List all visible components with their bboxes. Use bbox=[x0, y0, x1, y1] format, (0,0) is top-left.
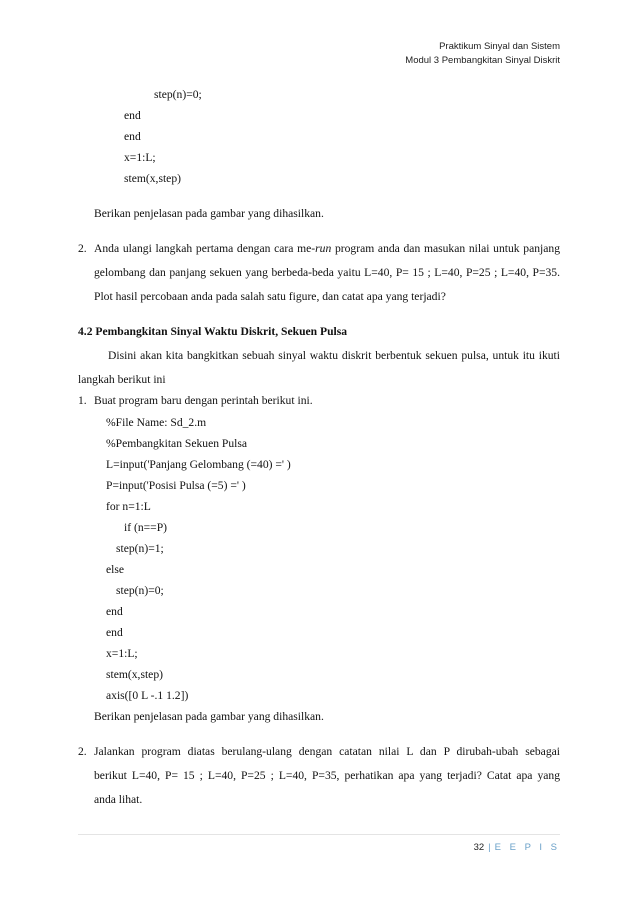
list-number: 2. bbox=[78, 745, 87, 758]
list-text: gelombang dan panjang sekuen yang berbeda-beda yaitu L=40, P= 15 ; L=40, P=25 ; L=40, P=35. bbox=[94, 266, 560, 279]
list-number: 2. bbox=[78, 242, 87, 255]
section-intro: langkah berikut ini bbox=[78, 373, 166, 386]
page-footer bbox=[474, 842, 560, 853]
code-line: %File Name: Sd_2.m bbox=[106, 416, 207, 429]
code-line: x=1:L; bbox=[124, 151, 156, 164]
list-text: Plot hasil percobaan anda pada salah satu figure, dan catat apa yang terjadi? bbox=[94, 290, 446, 303]
section-heading: 4.2 Pembangkitan Sinyal Waktu Diskrit, Sekuen Pulsa bbox=[78, 325, 348, 338]
code-line: if (n==P) bbox=[124, 521, 168, 534]
code-line: stem(x,step) bbox=[106, 668, 163, 681]
section-intro: Disini akan kita bangkitkan sebuah sinyal waktu diskrit berbentuk sekuen pulsa, untuk itu ikuti bbox=[108, 349, 560, 362]
footer-brand: E E P I S bbox=[494, 842, 560, 853]
code-line: for n=1:L bbox=[106, 500, 151, 513]
list-text: berikut L=40, P= 15 ; L=40, P=25 ; L=40, P=35, perhatikan apa yang terjadi? Catat apa yang bbox=[94, 769, 560, 782]
instruction-text: Berikan penjelasan pada gambar yang dihasilkan. bbox=[94, 710, 324, 723]
footer-divider bbox=[78, 834, 560, 835]
code-line: x=1:L; bbox=[106, 647, 138, 660]
list-number: 1. bbox=[78, 394, 87, 407]
list-text: anda lihat. bbox=[94, 793, 143, 806]
code-line: L=input('Panjang Gelombang (=40) =' ) bbox=[106, 458, 291, 471]
code-line: P=input('Posisi Pulsa (=5) =' ) bbox=[106, 479, 246, 492]
page-header bbox=[405, 40, 560, 68]
page-number: 32 bbox=[473, 842, 485, 853]
list-text bbox=[94, 242, 560, 256]
code-line: %Pembangkitan Sekuen Pulsa bbox=[106, 437, 248, 450]
code-line: stem(x,step) bbox=[124, 172, 181, 185]
code-line: step(n)=0; bbox=[154, 88, 202, 101]
code-line: end bbox=[106, 626, 123, 639]
list-text-italic: run bbox=[315, 242, 332, 255]
code-line: axis([0 L -.1 1.2]) bbox=[106, 689, 189, 702]
code-line: end bbox=[124, 109, 141, 122]
code-line: step(n)=0; bbox=[116, 584, 164, 597]
list-text-part: program anda dan masukan nilai untuk panjang bbox=[331, 242, 560, 255]
header-course: Praktikum Sinyal dan Sistem bbox=[439, 41, 560, 52]
list-text-part: Anda ulangi langkah pertama dengan cara me- bbox=[94, 242, 316, 255]
header-module: Modul 3 Pembangkitan Sinyal Diskrit bbox=[405, 55, 560, 66]
code-line: end bbox=[124, 130, 141, 143]
code-line: step(n)=1; bbox=[116, 542, 164, 555]
code-line: end bbox=[106, 605, 123, 618]
list-text: Buat program baru dengan perintah berikut ini. bbox=[94, 394, 313, 407]
instruction-text: Berikan penjelasan pada gambar yang dihasilkan. bbox=[94, 207, 324, 220]
footer-separator: | bbox=[488, 842, 491, 853]
code-line: else bbox=[106, 563, 125, 576]
list-text: Jalankan program diatas berulang-ulang dengan catatan nilai L dan P dirubah-ubah sebagai bbox=[94, 745, 560, 758]
